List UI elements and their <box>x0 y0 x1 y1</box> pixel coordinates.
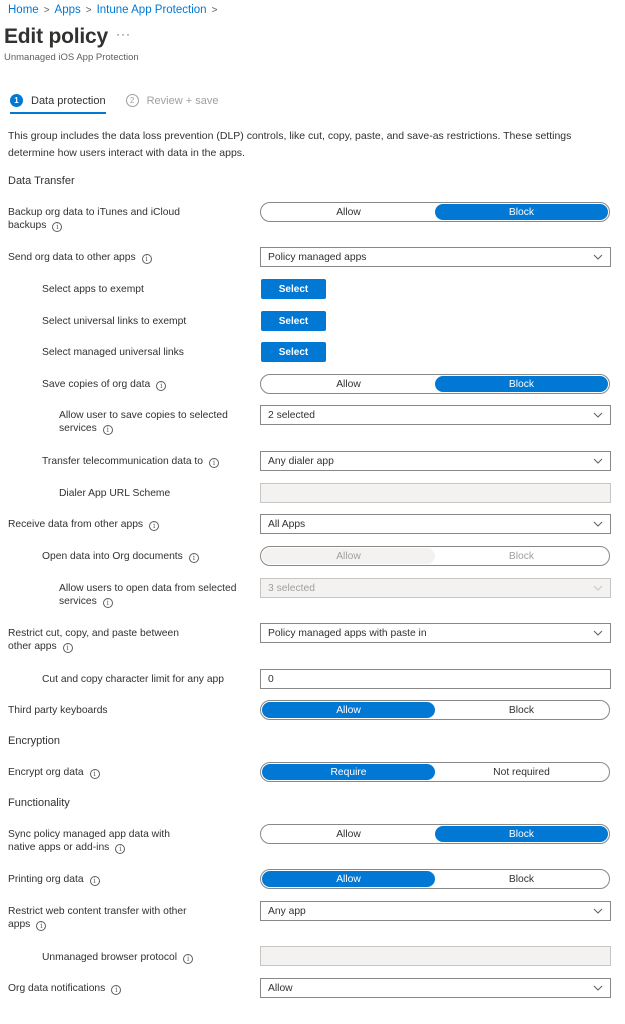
receive-data-dropdown[interactable]: All Apps <box>260 514 611 534</box>
info-icon[interactable]: i <box>209 458 219 468</box>
info-icon[interactable]: i <box>103 598 113 608</box>
chevron-down-icon <box>593 628 603 638</box>
chevron-down-icon <box>593 583 603 593</box>
chevron-down-icon <box>593 519 603 529</box>
info-icon[interactable]: i <box>103 425 113 435</box>
tab-label: Review + save <box>146 94 219 107</box>
third-party-keyboards-label: Third party keyboards <box>8 705 108 716</box>
page-title: Edit policy <box>4 25 108 48</box>
breadcrumb-home[interactable]: Home <box>8 4 39 16</box>
save-copies-toggle[interactable] <box>260 374 610 394</box>
save-copies-label: Save copies of org data i <box>42 378 166 391</box>
restrict-cut-copy-label: Restrict cut, copy, and paste between other apps i <box>8 628 179 652</box>
backup-toggle[interactable] <box>260 202 610 222</box>
info-icon[interactable]: i <box>63 643 73 653</box>
chevron-down-icon <box>593 983 603 993</box>
save-copies-allow-option[interactable]: Allow <box>336 378 361 390</box>
save-copies-services-label: Allow user to save copies to selected services i <box>59 410 228 434</box>
select-universal-links-button[interactable]: Select <box>261 311 326 331</box>
sync-native-block-option[interactable]: Block <box>435 826 608 842</box>
select-managed-links-button[interactable]: Select <box>261 342 326 362</box>
backup-allow-option[interactable]: Allow <box>336 206 361 218</box>
chevron-down-icon <box>593 410 603 420</box>
send-org-data-label: Send org data to other apps i <box>8 251 152 264</box>
info-icon[interactable]: i <box>52 222 62 232</box>
open-into-org-label: Open data into Org documents i <box>42 550 199 563</box>
info-icon[interactable]: i <box>36 921 46 931</box>
third-party-keyboards-toggle[interactable] <box>260 700 610 720</box>
info-icon[interactable]: i <box>183 954 193 964</box>
backup-block-option[interactable]: Block <box>435 204 608 220</box>
info-icon[interactable]: i <box>90 876 100 886</box>
section-description: This group includes the data loss prevention (DLP) controls, like cut, copy, paste, and save-as restrictions. These settings determine how users interact with data in the apps. <box>8 130 572 159</box>
tab-label: Data protection <box>31 94 106 107</box>
chevron-down-icon <box>593 252 603 262</box>
info-icon[interactable]: i <box>156 381 166 391</box>
open-from-services-label: Allow users to open data from selected services i <box>59 583 237 607</box>
printing-allow-option[interactable]: Allow <box>262 871 435 887</box>
unmanaged-browser-input[interactable] <box>260 946 611 966</box>
telecom-dropdown[interactable]: Any dialer app <box>260 451 611 471</box>
more-options-icon[interactable]: ··· <box>116 27 131 41</box>
third-party-keyboards-block-option[interactable]: Block <box>508 704 535 716</box>
encrypt-org-data-label: Encrypt org data i <box>8 766 100 779</box>
info-icon[interactable]: i <box>149 521 159 531</box>
chevron-right-icon: > <box>211 5 218 16</box>
section-heading-encryption: Encryption <box>8 735 60 747</box>
chevron-down-icon <box>593 456 603 466</box>
section-heading-functionality: Functionality <box>8 797 70 809</box>
tab-data-protection[interactable] <box>10 94 106 114</box>
dialer-scheme-label: Dialer App URL Scheme <box>59 488 171 499</box>
tab-review-save[interactable] <box>126 94 219 114</box>
info-icon[interactable]: i <box>189 553 199 563</box>
sync-native-allow-option[interactable]: Allow <box>336 828 361 840</box>
encrypt-not-required-option[interactable]: Not required <box>493 766 550 778</box>
open-into-org-block-option[interactable]: Block <box>508 550 535 562</box>
org-notifications-label: Org data notifications i <box>8 982 121 995</box>
chevron-right-icon: > <box>85 5 92 16</box>
char-limit-label: Cut and copy character limit for any app <box>42 674 225 685</box>
open-from-services-dropdown[interactable]: 3 selected <box>260 578 611 598</box>
step-number-icon: 1 <box>10 94 23 107</box>
open-into-org-allow-option[interactable]: Allow <box>262 548 435 564</box>
select-apps-exempt-button[interactable]: Select <box>261 279 326 299</box>
chevron-right-icon: > <box>43 5 50 16</box>
printing-block-option[interactable]: Block <box>508 873 535 885</box>
section-heading-data-transfer: Data Transfer <box>8 175 75 187</box>
select-universal-links-label: Select universal links to exempt <box>42 316 187 327</box>
info-icon[interactable]: i <box>115 844 125 854</box>
select-apps-exempt-label: Select apps to exempt <box>42 284 144 295</box>
unmanaged-browser-label: Unmanaged browser protocol i <box>42 951 193 964</box>
telecom-label: Transfer telecommunication data to i <box>42 455 219 468</box>
step-number-icon: 2 <box>126 94 139 107</box>
save-copies-services-dropdown[interactable]: 2 selected <box>260 405 611 425</box>
breadcrumb-apps[interactable]: Apps <box>54 4 81 16</box>
org-notifications-dropdown[interactable]: Allow <box>260 978 611 998</box>
printing-toggle[interactable] <box>260 869 610 889</box>
send-org-data-dropdown[interactable]: Policy managed apps <box>260 247 611 267</box>
breadcrumb-intune-app-protection[interactable]: Intune App Protection <box>96 4 207 16</box>
receive-data-label: Receive data from other apps i <box>8 518 159 531</box>
chevron-down-icon <box>593 906 603 916</box>
restrict-cut-copy-dropdown[interactable]: Policy managed apps with paste in <box>260 623 611 643</box>
info-icon[interactable]: i <box>142 254 152 264</box>
web-content-label: Restrict web content transfer with other apps i <box>8 906 187 930</box>
dialer-scheme-input[interactable] <box>260 483 611 503</box>
third-party-keyboards-allow-option[interactable]: Allow <box>262 702 435 718</box>
web-content-dropdown[interactable]: Any app <box>260 901 611 921</box>
open-into-org-toggle[interactable] <box>260 546 610 566</box>
breadcrumb <box>8 4 222 16</box>
save-copies-block-option[interactable]: Block <box>435 376 608 392</box>
info-icon[interactable]: i <box>90 769 100 779</box>
sync-native-label: Sync policy managed app data with native apps or add-ins i <box>8 829 170 853</box>
page-subtitle: Unmanaged iOS App Protection <box>4 52 139 63</box>
select-managed-links-label: Select managed universal links <box>42 347 184 358</box>
encrypt-org-data-toggle[interactable] <box>260 762 610 782</box>
backup-label: Backup org data to iTunes and iCloud backups i <box>8 207 180 231</box>
printing-label: Printing org data i <box>8 873 100 886</box>
encrypt-require-option[interactable]: Require <box>262 764 435 780</box>
char-limit-input[interactable]: 0 <box>260 669 611 689</box>
wizard-tabs <box>10 94 238 114</box>
sync-native-toggle[interactable] <box>260 824 610 844</box>
info-icon[interactable]: i <box>111 985 121 995</box>
